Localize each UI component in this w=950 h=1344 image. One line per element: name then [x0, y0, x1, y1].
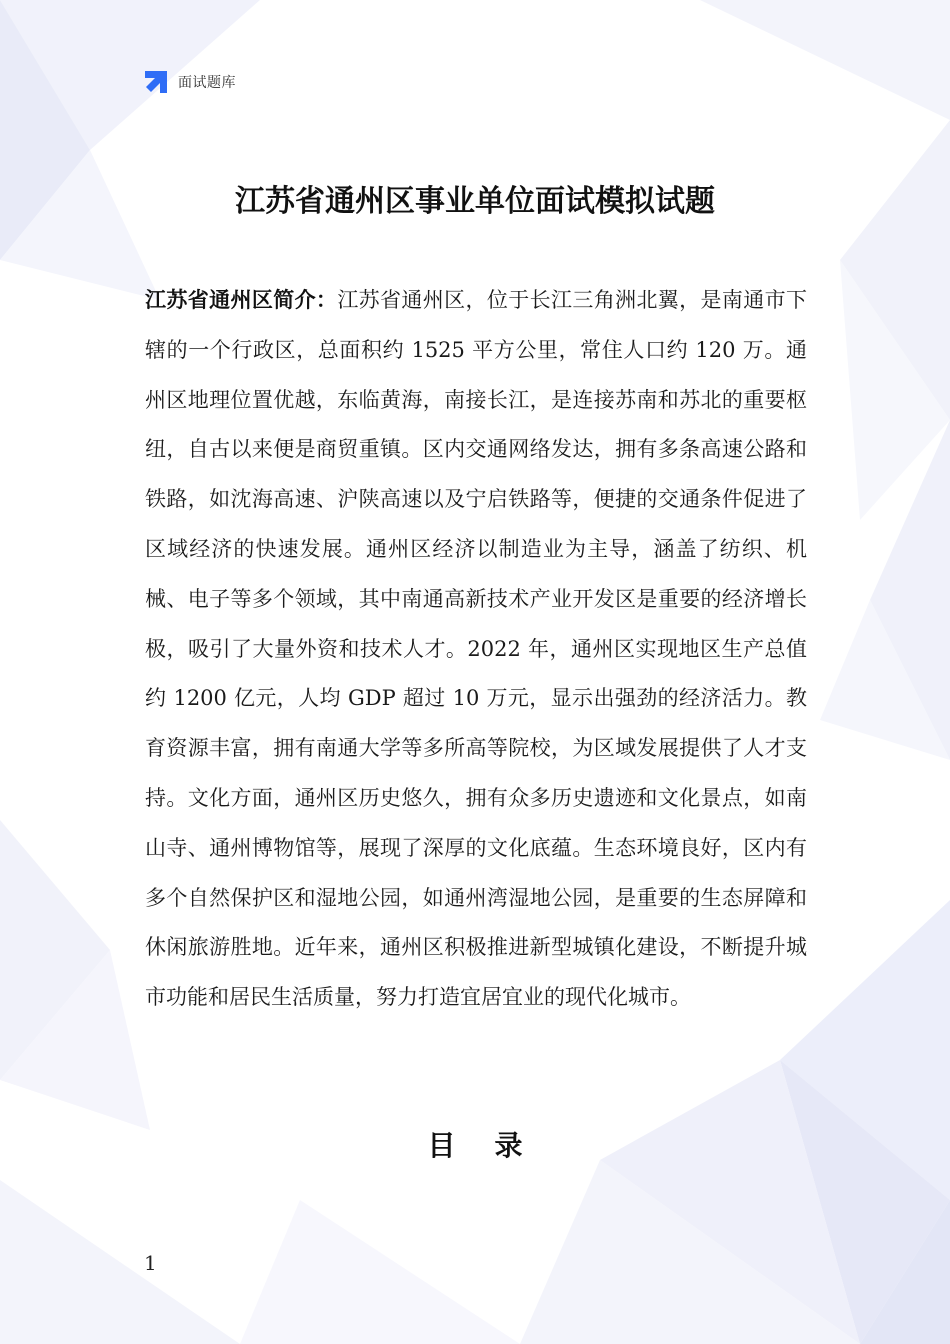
brand-name: 面试题库 [178, 75, 236, 91]
brand-header [143, 68, 236, 96]
page-number: 1 [144, 1251, 157, 1275]
intro-label: 江苏省通州区简介： [145, 288, 338, 312]
intro-text: 江苏省通州区，位于长江三角洲北翼，是南通市下辖的一个行政区，总面积约 1525 平方公里，常住人口约 120 万。通州区地理位置优越，东临黄海，南接长江，是连接苏南和苏北的重要枢纽，自古以来便是商贸重镇。区内交通网络发达，拥有多条高速公路和铁路，如沈海高速、沪陕高速以及宁启铁路等，便捷的交通条件促进了区域经济的快速发展。通州区经济以制造业为主导，涵盖了纺织、机械、电子等多个领域，其中南通高新技术产业开发区是重要的经济增长极，吸引了大量外资和技术人才。2022 年，通州区实现地区生产总值约 1200 亿元，人均 GDP 超过 10 万元，显示出强劲的经济活力。教育资源丰富，拥有南通大学等多所高等院校，为区域发展提供了人才支持。文化方面，通州区历史悠久，拥有众多历史遗迹和文化景点，如南山寺、通州博物馆等，展现了深厚的文化底蕴。生态环境良好，区内有多个自然保护区和湿地公园，如通州湾湿地公园，是重要的生态屏障和休闲旅游胜地。近年来，通州区积极推进新型城镇化建设，不断提升城市功能和居民生活质量，努力打造宜居宜业的现代化城市。 [145, 288, 808, 1010]
intro-paragraph [145, 276, 807, 1023]
toc-heading: 目 录 [427, 1129, 523, 1162]
arrow-up-right-logo-icon [143, 69, 169, 95]
document-title: 江苏省通州区事业单位面试模拟试题 [235, 184, 715, 219]
